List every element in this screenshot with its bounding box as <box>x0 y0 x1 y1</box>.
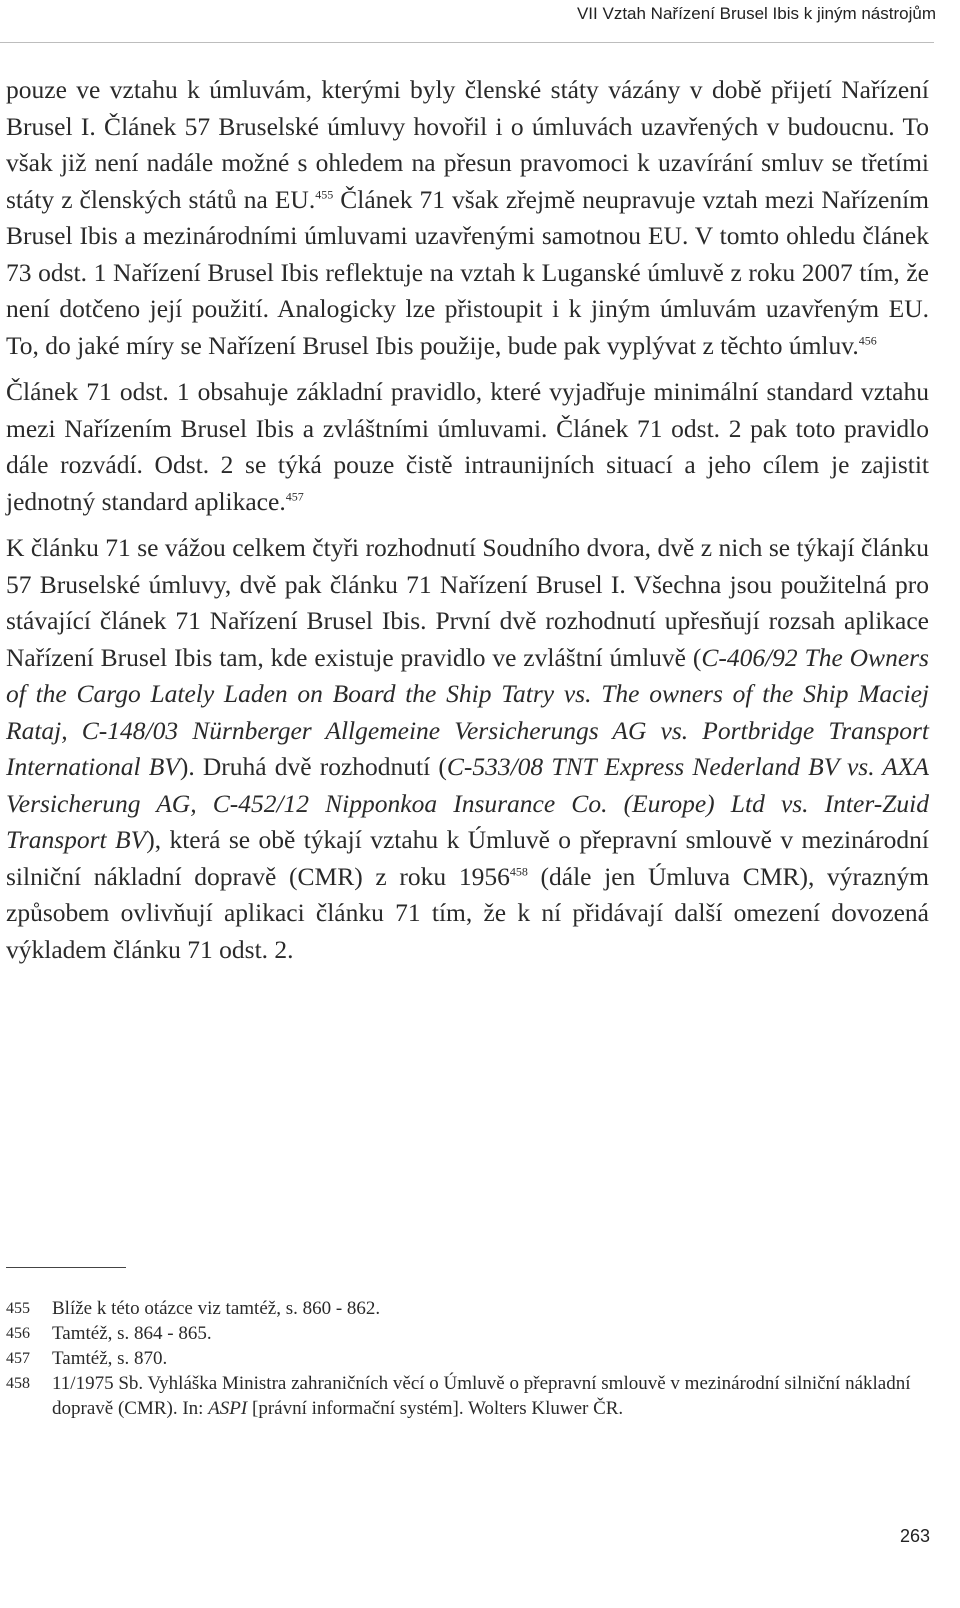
text-run: pouze ve vztahu k úmluvám, kterými byly členské státy vázány v době přijetí Nařízení Brusel I. Článek 57 Bruselské úmluvy hovořil i o úmluvách uzavřených v budoucnu. To však již není nadále možné s ohledem na přesun pravomoci k uzavírání smluv se třetími státy z členských států na EU. <box>6 75 929 214</box>
paragraph <box>6 374 929 520</box>
footnote-number: 457 <box>6 1350 30 1367</box>
footnote-number: 458 <box>6 1375 30 1392</box>
paragraph <box>6 72 929 364</box>
footnote <box>6 1296 929 1321</box>
footnote-divider <box>6 1267 126 1268</box>
text-run: Článek 71 však zřejmě neupravuje vztah mezi Nařízením Brusel Ibis a mezinárodními úmluvami uzavřenými samotnou EU. V tomto ohledu článek 73 odst. 1 Nařízení Brusel Ibis reflektuje na vztah k Luganské úmluvě z roku 2007 tím, že není dotčeno její použití. Analogicky lze přistoupit i k jiným úmluvám uzavřeným EU. To, do jaké míry se Nařízení Brusel Ibis použije, bude pak vyplývat z těchto úmluv. <box>6 184 929 360</box>
footnote-number: 455 <box>6 1300 30 1317</box>
footnotes <box>6 1296 929 1421</box>
text-run: K článku 71 se vážou celkem čtyři rozhodnutí Soudního dvora, dvě z nich se týkají článku 57 Bruselské úmluvy, dvě pak článku 71 Nařízení Brusel I. Všechna jsou použitelná pro stávající článek 71 Nařízení Brusel Ibis. První dvě rozhodnutí upřesňují rozsah aplikace Nařízení Brusel Ibis tam, kde existuje pravidlo ve zvláštní úmluvě ( <box>6 533 929 672</box>
footnote-ref: 457 <box>285 489 304 503</box>
footnote <box>6 1321 929 1346</box>
footnote-text <box>52 1296 929 1321</box>
text-run: 11/1975 Sb. Vyhláška Ministra zahraničních věcí o Úmluvě o přepravní smlouvě v mezinárodní silniční nákladní dopravě (CMR). In: <box>52 1373 911 1419</box>
header-divider <box>0 42 934 43</box>
footnote-ref: 456 <box>858 333 877 347</box>
text-run: ), která se obě týkají vztahu k Úmluvě o přepravní smlouvě v mezinárodní silniční nákladní dopravě (CMR) z roku 1956 <box>6 825 929 891</box>
text-run: Článek 71 odst. 1 obsahuje základní pravidlo, které vyjadřuje minimální standard vztahu mezi Nařízením Brusel Ibis a zvláštními úmluvami. Článek 71 odst. 2 pak toto pravidlo dále rozvádí. Odst. 2 se týká pouze čistě intraunijních situací a jeho cílem je zajistit jednotný standard aplikace. <box>6 377 929 516</box>
footnote-text <box>52 1371 929 1421</box>
footnote-number: 456 <box>6 1325 30 1342</box>
footnote <box>6 1346 929 1371</box>
text-run: Blíže k této otázce viz tamtéž, s. 860 - 862. <box>52 1298 381 1319</box>
text-run: Tamtéž, s. 864 - 865. <box>52 1323 212 1344</box>
main-text <box>6 72 929 978</box>
text-run: [právní informační systém]. Wolters Kluwer ČR. <box>247 1398 624 1419</box>
footnote-text <box>52 1321 929 1346</box>
text-run: ). Druhá dvě rozhodnutí ( <box>179 752 447 781</box>
paragraph <box>6 530 929 968</box>
footnote-ref: 455 <box>315 187 334 201</box>
italic-citation: C-406/92 The Owners of the Cargo Lately Laden on Board the Ship Tatry vs. The owners of the Ship Maciej Rataj, C-148/03 Nürnberger Allgemeine Versicherungs AG vs. Portbridge Transport International BV <box>6 642 929 781</box>
footnote-ref: 458 <box>509 864 528 878</box>
text-run: (dále jen Úmluva CMR), výrazným způsobem ovlivňují aplikaci článku 71 tím, že k ní přidávají další omezení dovozená výkladem článku 71 odst. 2. <box>6 861 930 964</box>
italic-citation: C-533/08 TNT Express Nederland BV vs. AXA Versicherung AG, C-452/12 Nipponkoa Insurance Co. (Europe) Ltd vs. Inter-Zuid Transport BV <box>6 752 929 854</box>
italic-citation: ASPI <box>208 1398 248 1419</box>
page-number: 263 <box>899 1526 930 1546</box>
footnote <box>6 1371 929 1421</box>
running-header: VII Vztah Nařízení Brusel Ibis k jiným nástrojům <box>576 4 936 23</box>
text-run: Tamtéž, s. 870. <box>52 1348 168 1369</box>
footnote-text <box>52 1346 929 1371</box>
